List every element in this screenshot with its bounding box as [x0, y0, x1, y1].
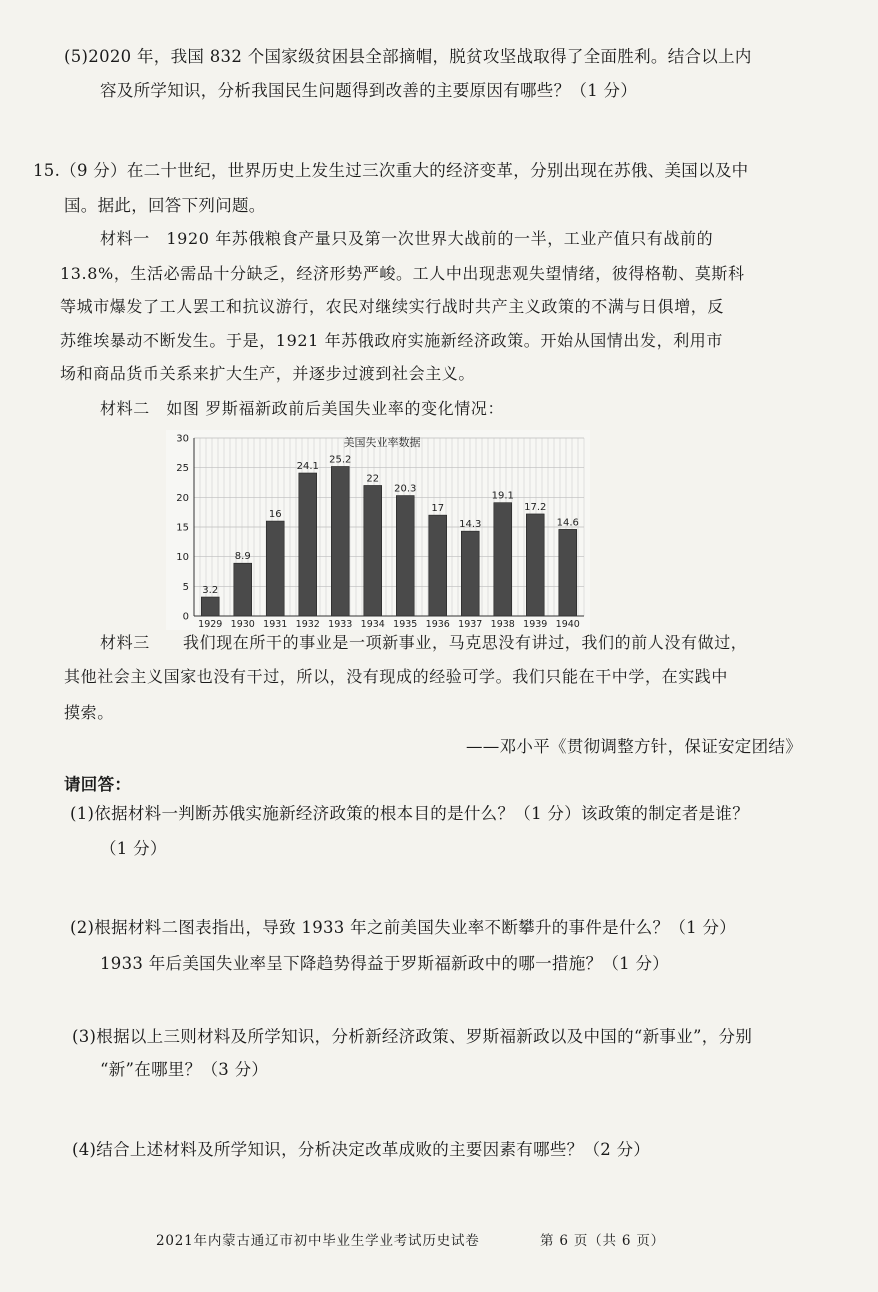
q2-line1: (2)根据材料二图表指出，导致 1933 年之前美国失业率不断攀升的事件是什么？（1 分）: [70, 918, 737, 937]
bar-value-label: 20.3: [394, 483, 417, 495]
x-tick-label: 1934: [360, 619, 385, 630]
bar-value-label: 22: [366, 473, 380, 485]
bar-1937: [461, 531, 479, 616]
x-tick-label: 1937: [458, 619, 483, 630]
bar-1940: [559, 529, 577, 616]
bar-1938: [494, 503, 512, 616]
bar-1934: [364, 485, 382, 616]
bar-1929: [201, 597, 219, 616]
bar-value-label: 19.1: [491, 490, 514, 502]
x-tick-label: 1935: [393, 619, 418, 630]
x-tick-label: 1936: [425, 619, 450, 630]
bar-value-label: 8.9: [234, 551, 251, 563]
material1-line3: 等城市爆发了工人罢工和抗议游行，农民对继续实行战时共产主义政策的不满与日俱增，反: [60, 297, 725, 316]
bar-value-label: 17.2: [524, 501, 547, 513]
q1-line1: (1)依据材料一判断苏俄实施新经济政策的根本目的是什么？（1 分）该政策的制定者是谁？: [70, 804, 750, 823]
chart-title: 美国失业率数据: [343, 436, 421, 449]
x-tick-label: 1932: [295, 619, 320, 630]
footer-exam-title: 2021年内蒙古通辽市初中毕业生学业考试历史试卷: [156, 1233, 480, 1249]
q4-line1: (4)结合上述材料及所学知识，分析决定改革成败的主要因素有哪些？（2 分）: [72, 1140, 651, 1159]
bar-value-label: 24.1: [296, 461, 319, 473]
bar-value-label: 17: [431, 503, 445, 515]
bar-value-label: 3.2: [202, 585, 219, 597]
x-tick-label: 1939: [523, 619, 548, 630]
material1-line4: 苏维埃暴动不断发生。于是，1921 年苏俄政府实施新经济政策。开始从国情出发，利用市: [60, 331, 724, 350]
bar-1939: [526, 514, 544, 616]
material3-line3: 摸索。: [64, 703, 114, 722]
answer-prompt: 请回答：: [64, 775, 132, 794]
q1-line2: （1 分）: [100, 839, 167, 858]
y-tick-label: 10: [176, 552, 189, 564]
x-tick-label: 1931: [263, 619, 288, 630]
y-tick-label: 15: [176, 522, 189, 534]
material2-line1: 材料二 如图 罗斯福新政前后美国失业率的变化情况：: [100, 399, 505, 418]
y-tick-label: 25: [176, 463, 189, 475]
bar-value-label: 25.2: [329, 454, 352, 466]
bar-value-label: 16: [268, 509, 282, 521]
q14-5-line2: 容及所学知识，分析我国民生问题得到改善的主要原因有哪些？（1 分）: [100, 81, 638, 100]
unemployment-bar-chart: [166, 430, 590, 630]
q15-line2: 国。据此，回答下列问题。: [64, 196, 266, 215]
material1-line1: 材料一 1920 年苏俄粮食产量只及第一次世界大战前的一半，工业产值只有战前的: [100, 229, 714, 248]
bar-1935: [396, 496, 414, 616]
y-tick-label: 30: [176, 433, 189, 445]
q14-5-line1: (5)2020 年，我国 832 个国家级贫困县全部摘帽，脱贫攻坚战取得了全面胜利。结合以上内: [64, 47, 752, 66]
material3-line1: 材料三 我们现在所干的事业是一项新事业，马克思没有讲过，我们的前人没有做过，: [100, 633, 748, 652]
material1-line2: 13.8%，生活必需品十分缺乏，经济形势严峻。工人中出现悲观失望情绪，彼得格勒、莫斯科: [60, 264, 745, 283]
y-tick-label: 20: [176, 492, 189, 504]
material3-source: ——邓小平《贯彻调整方针，保证安定团结》: [466, 737, 802, 756]
material1-line5: 场和商品货币关系来扩大生产，并逐步过渡到社会主义。: [60, 364, 476, 383]
y-tick-label: 5: [182, 581, 189, 593]
bar-1930: [234, 563, 252, 616]
x-tick-label: 1929: [198, 619, 223, 630]
bar-value-label: 14.6: [556, 517, 579, 529]
bar-1932: [299, 473, 317, 616]
x-tick-label: 1940: [555, 619, 580, 630]
q3-line1: (3)根据以上三则材料及所学知识，分析新经济政策、罗斯福新政以及中国的“新事业”，分别: [72, 1027, 753, 1046]
q3-line2: “新”在哪里？（3 分）: [100, 1060, 269, 1079]
x-tick-label: 1938: [490, 619, 515, 630]
bar-1936: [429, 515, 447, 616]
footer-page-number: 第 6 页（共 6 页）: [540, 1233, 665, 1249]
bar-1931: [266, 521, 284, 616]
material3-line2: 其他社会主义国家也没有干过，所以，没有现成的经验可学。我们只能在干中学，在实践中: [64, 667, 729, 686]
q2-line2: 1933 年后美国失业率呈下降趋势得益于罗斯福新政中的哪一措施？（1 分）: [100, 954, 670, 973]
x-tick-label: 1930: [230, 619, 255, 630]
x-tick-label: 1933: [328, 619, 353, 630]
bar-value-label: 14.3: [459, 519, 482, 531]
q15-line1: 15.（9 分）在二十世纪，世界历史上发生过三次重大的经济变革，分别出现在苏俄、美国以及中: [33, 161, 749, 180]
y-tick-label: 0: [182, 611, 189, 623]
bar-1933: [331, 466, 349, 616]
